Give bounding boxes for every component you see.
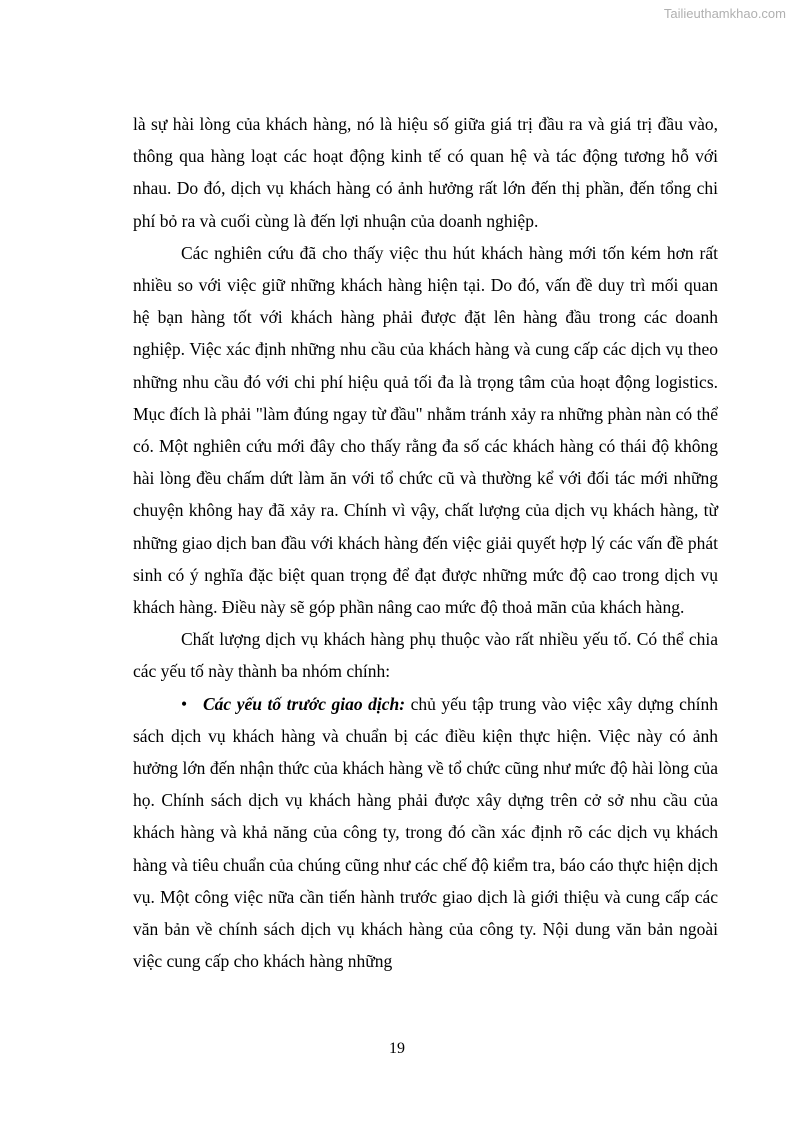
- bullet-text: chủ yếu tập trung vào việc xây dựng chính sách dịch vụ khách hàng và chuẩn bị các điều kiện thực hiện. Việc này có ảnh hưởng lớn đến nhận thức của khách hàng về tổ chức cũng như mức độ hài lòng của họ. Chính sách dịch vụ khách hàng phải được xây dựng trên cở sở nhu cầu của khách hàng và khả năng của công ty, trong đó cần xác định rõ các dịch vụ khách hàng và tiêu chuẩn của chúng cũng như các chế độ kiểm tra, báo cáo thực hiện dịch vụ. Một công việc nữa cần tiến hành trước giao dịch là giới thiệu và cung cấp các văn bản về chính sách dịch vụ khách hàng của công ty. Nội dung văn bản ngoài việc cung cấp cho khách hàng những: [133, 693, 719, 972]
- paragraph-customer-retention: Các nghiên cứu đã cho thấy việc thu hút khách hàng mới tốn kém hơn rất nhiều so với việc giữ những khách hàng hiện tại. Do đó, vấn đề duy trì mối quan hệ bạn hàng tốt với khách hàng phải được đặt lên hàng đầu trong các doanh nghiệp. Việc xác định những nhu cầu của khách hàng và cung cấp các dịch vụ theo những nhu cầu đó với chi phí hiệu quả tối đa là trọng tâm của hoạt động logistics. Mục đích là phải "làm đúng ngay từ đầu" nhằm tránh xảy ra những phàn nàn có thể có. Một nghiên cứu mới đây cho thấy rằng đa số các khách hàng có thái độ không hài lòng đều chấm dứt làm ăn với tổ chức cũ và thường kể với đối tác mới những chuyện không hay đã xảy ra. Chính vì vậy, chất lượng của dịch vụ khách hàng, từ những giao dịch ban đầu với khách hàng đến việc giải quyết hợp lý các vấn đề phát sinh có ý nghĩa đặc biệt quan trọng để đạt được những mức độ cao trong dịch vụ khách hàng. Điều này sẽ góp phần nâng cao mức độ thoả mãn của khách hàng.: [133, 242, 718, 618]
- bullet-icon: •: [181, 693, 188, 714]
- bullet-heading: Các yếu tố trước giao dịch:: [203, 693, 406, 714]
- page-number: 19: [389, 1040, 405, 1057]
- paragraph-service-quality-factors: Chất lượng dịch vụ khách hàng phụ thuộc vào rất nhiều yếu tố. Có thể chia các yếu tố này thành ba nhóm chính:: [133, 629, 718, 682]
- watermark: Tailieuthamkhao.com: [663, 6, 786, 21]
- document-body: [133, 108, 718, 977]
- bullet-pre-transaction: [133, 688, 718, 978]
- paragraph-continuation: là sự hài lòng của khách hàng, nó là hiệu số giữa giá trị đầu ra và giá trị đầu vào, thông qua hàng loạt các hoạt động kinh tế có quan hệ và tác động tương hỗ với nhau. Do đó, dịch vụ khách hàng có ảnh hưởng rất lớn đến thị phần, đến tổng chi phí bỏ ra và cuối cùng là đến lợi nhuận của doanh nghiệp.: [133, 114, 718, 231]
